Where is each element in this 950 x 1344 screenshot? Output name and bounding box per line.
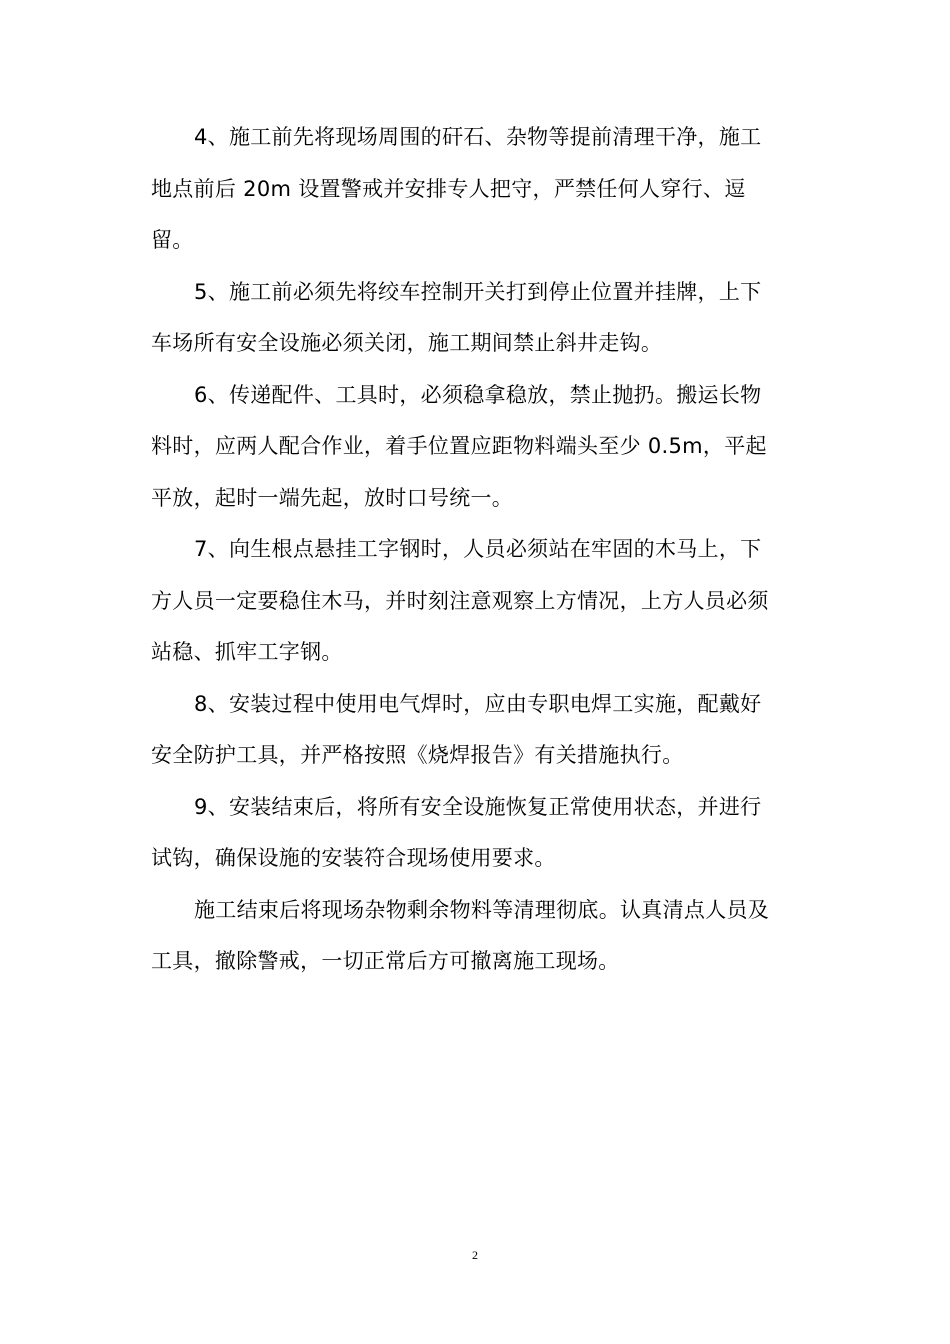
- paragraph-item-8: [151, 679, 801, 782]
- paragraph-line: 施工结束后将现场杂物剩余物料等清理彻底。认真清点人员及: [194, 897, 770, 922]
- paragraph-item-9: [151, 782, 801, 885]
- paragraph-line: 留。: [151, 228, 194, 252]
- page-number: 2: [472, 1248, 478, 1262]
- paragraph-item-6: [151, 370, 801, 525]
- paragraph-line: 地点前后 20m 设置警戒并安排专人把守，严禁任何人穿行、逗: [151, 176, 746, 201]
- paragraph-closing: [151, 885, 801, 988]
- paragraph-line: 安全防护工具，并严格按照《烧焊报告》有关措施执行。: [151, 743, 684, 767]
- paragraph-line: 8、安装过程中使用电气焊时，应由专职电焊工实施，配戴好: [194, 691, 762, 716]
- paragraph-line: 工具，撤除警戒，一切正常后方可撤离施工现场。: [151, 949, 620, 973]
- paragraph-line: 6、传递配件、工具时，必须稳拿稳放，禁止抛扔。搬运长物: [194, 382, 762, 407]
- paragraph-line: 料时，应两人配合作业，着手位置应距物料端头至少 0.5m，平起: [151, 434, 767, 458]
- paragraph-line: 9、安装结束后，将所有安全设施恢复正常使用状态，并进行: [194, 794, 762, 819]
- paragraph-line: 站稳、抓牢工字钢。: [151, 640, 343, 664]
- paragraph-line: 4、施工前先将现场周围的矸石、杂物等提前清理干净，施工: [194, 125, 762, 149]
- paragraph-item-7: [151, 524, 801, 679]
- paragraph-line: 方人员一定要稳住木马，并时刻注意观察上方情况，上方人员必须: [151, 588, 769, 613]
- paragraph-line: 车场所有安全设施必须关闭，施工期间禁止斜井走钩。: [151, 331, 663, 355]
- paragraph-line: 5、施工前必须先将绞车控制开关打到停止位置并挂牌，上下: [194, 279, 762, 304]
- paragraph-line: 试钩，确保设施的安装符合现场使用要求。: [151, 846, 556, 870]
- paragraph-line: 平放，起时一端先起，放时口号统一。: [151, 485, 514, 510]
- paragraph-item-5: [151, 267, 801, 370]
- paragraph-item-4: [151, 112, 801, 267]
- document-body: [151, 112, 801, 988]
- paragraph-line: 7、向生根点悬挂工字钢时，人员必须站在牢固的木马上，下: [194, 537, 762, 561]
